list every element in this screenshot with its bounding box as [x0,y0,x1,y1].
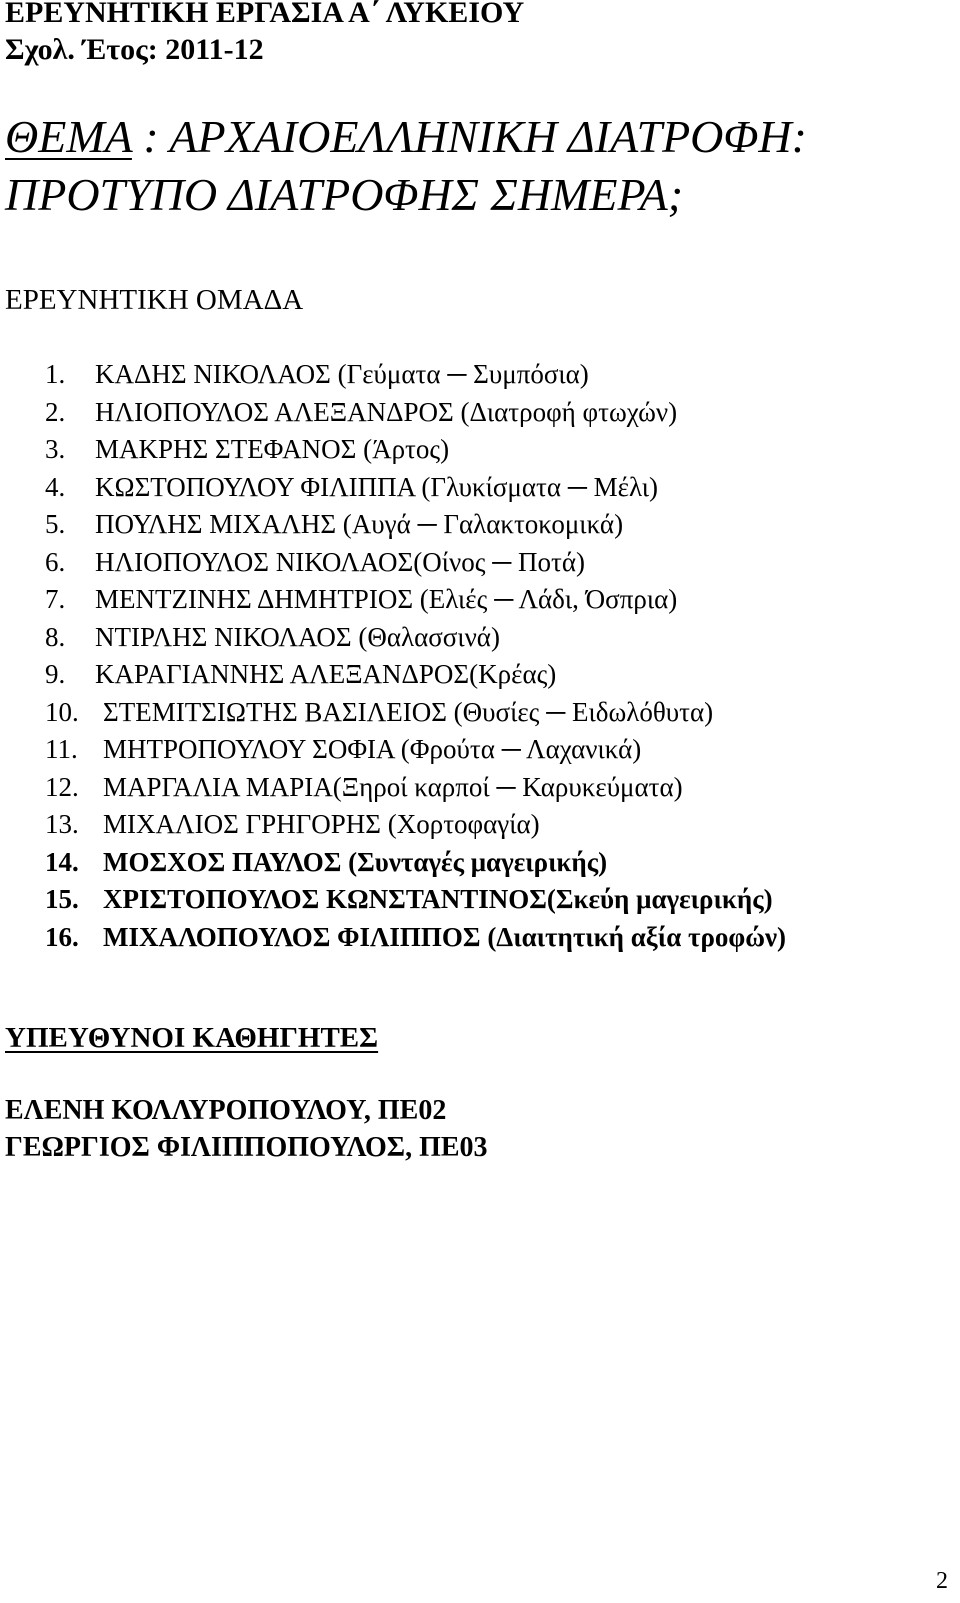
teacher-name: ΕΛΕΝΗ ΚΟΛΛΥΡΟΠΟΥΛΟΥ, ΠΕ02 [5,1095,447,1126]
teacher-name: ΓΕΩΡΓΙΟΣ ΦΙΛΙΠΠΟΠΟΥΛΟΣ, ΠΕ03 [5,1132,488,1163]
list-item-number: 12. [45,771,79,802]
list-item-number: 3. [45,434,66,464]
team-heading: ΕΡΕΥΝΗΤΙΚΗ ΟΜΑΔΑ [5,284,304,316]
teachers-heading: ΥΠΕΥΘΥΝΟΙ ΚΑΘΗΓΗΤΕΣ [5,1022,379,1054]
list-item-text: ΚΑΔΗΣ ΝΙΚΟΛΑΟΣ (Γεύματα ─ Συμπόσια) [95,359,589,389]
list-item-text: ΜΗΤΡΟΠΟΥΛΟΥ ΣΟΦΙΑ (Φρούτα ─ Λαχανικά) [103,734,642,764]
list-item-number: 8. [45,621,66,652]
title-prefix: ΘΕΜΑ [5,111,132,162]
list-item-number: 2. [45,396,66,427]
list-item-text: ΚΩΣΤΟΠΟΥΛΟΥ ΦΙΛΙΠΠΑ (Γλυκίσματα ─ Μέλι) [95,471,659,502]
header-school-year: Σχολ. Έτος: 2011-12 [5,33,264,66]
list-item-number: 13. [45,809,79,839]
list-item-text: ΝΤΙΡΛΗΣ ΝΙΚΟΛΑΟΣ (Θαλασσινά) [95,621,500,652]
list-item-text: ΣΤΕΜΙΤΣΙΩΤΗΣ ΒΑΣΙΛΕΙΟΣ (Θυσίες ─ Ειδωλόθυτα) [103,696,714,727]
list-item-number: 11. [45,734,78,764]
list-item-number: 6. [45,546,66,577]
list-item-text: ΜΑΚΡΗΣ ΣΤΕΦΑΝΟΣ (Άρτος) [95,434,450,464]
list-item-number: 1. [45,359,66,389]
list-item-text: ΚΑΡΑΓΙΑΝΝΗΣ ΑΛΕΞΑΝΔΡΟΣ(Κρέας) [95,659,557,689]
list-item-text: ΜΙΧΑΛΙΟΣ ΓΡΗΓΟΡΗΣ (Χορτοφαγία) [103,809,540,839]
list-item-number: 16. [45,921,79,952]
header-course-title: ΕΡΕΥΝΗΤΙΚΗ ΕΡΓΑΣΙΑ Α΄ ΛΥΚΕΙΟΥ [5,0,525,29]
title-line-1 [5,108,807,166]
list-item-number: 14. [45,846,79,877]
title-line-2: ΠΡΟΤΥΠΟ ΔΙΑΤΡΟΦΗΣ ΣΗΜΕΡΑ; [5,169,684,220]
list-item-number: 15. [45,884,79,914]
page-number: 2 [936,1568,948,1594]
list-item-text: ΜΕΝΤΖΙΝΗΣ ΔΗΜΗΤΡΙΟΣ (Ελιές ─ Λάδι, Όσπρια) [95,584,678,614]
list-item-text: ΜΟΣΧΟΣ ΠΑΥΛΟΣ (Συνταγές μαγειρικής) [103,846,608,877]
list-item-text: ΗΛΙΟΠΟΥΛΟΣ ΝΙΚΟΛΑΟΣ(Οίνος ─ Ποτά) [95,546,586,577]
list-item-number: 4. [45,471,66,502]
list-item-text: ΗΛΙΟΠΟΥΛΟΣ ΑΛΕΞΑΝΔΡΟΣ (Διατροφή φτωχών) [95,396,678,427]
list-item-text: ΧΡΙΣΤΟΠΟΥΛΟΣ ΚΩΝΣΤΑΝΤΙΝΟΣ(Σκεύη μαγειρικής) [103,884,773,914]
list-item-number: 10. [45,696,79,727]
list-item-number: 7. [45,584,66,614]
page-title [5,108,807,224]
list-item-number: 9. [45,659,66,689]
title-line-1-rest: : ΑΡΧΑΙΟΕΛΛΗΝΙΚΗ ΔΙΑΤΡΟΦΗ: [131,111,807,162]
list-item-text: ΠΟΥΛΗΣ ΜΙΧΑΛΗΣ (Αυγά ─ Γαλακτοκομικά) [95,509,624,539]
list-item-number: 5. [45,509,66,539]
list-item-text: ΜΙΧΑΛΟΠΟΥΛΟΣ ΦΙΛΙΠΠΟΣ (Διαιτητική αξία τροφών) [103,921,787,952]
list-item-text: ΜΑΡΓΑΛΙΑ ΜΑΡΙΑ(Ξηροί καρποί ─ Καρυκεύματα) [103,771,683,802]
